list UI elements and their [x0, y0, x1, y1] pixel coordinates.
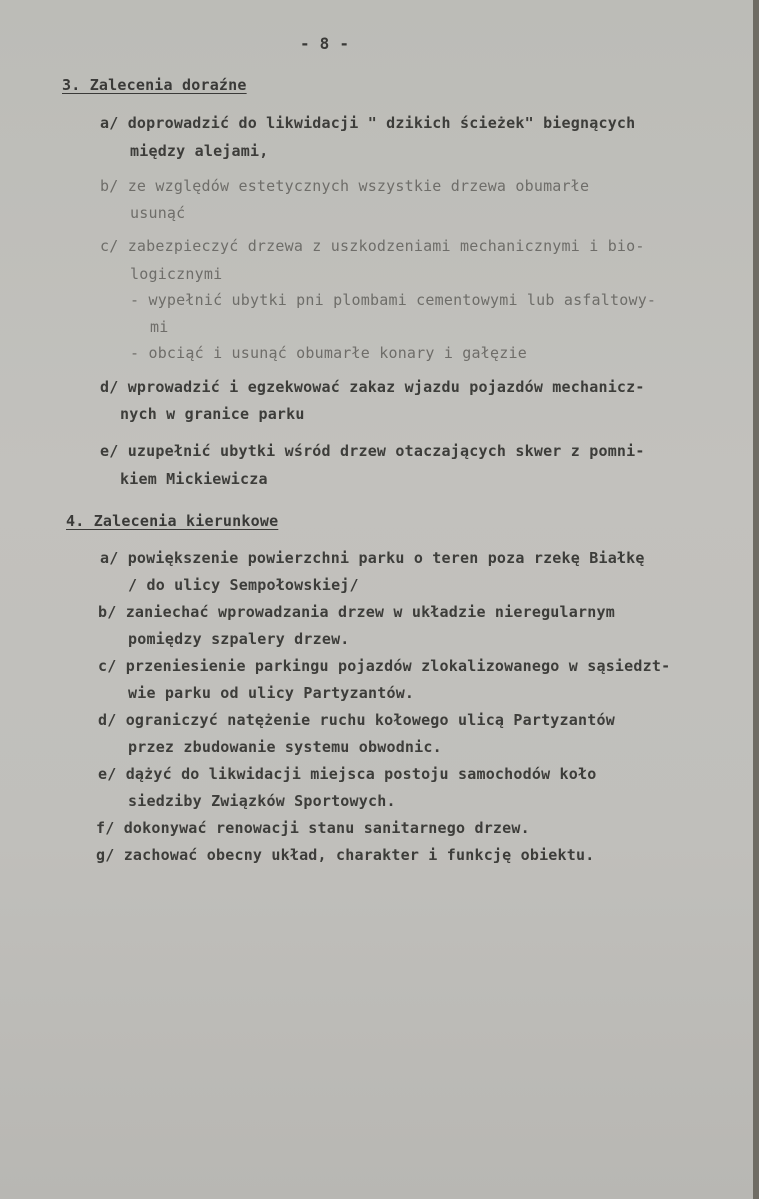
item-line: f/ dokonywać renowacji stanu sanitarnego drzew.	[96, 819, 530, 837]
item-line: a/ doprowadzić do likwidacji " dzikich ścieżek" biegnących	[100, 114, 636, 132]
item-line: c/ przeniesienie parkingu pojazdów zlokalizowanego w sąsiedzt-	[98, 657, 671, 675]
item-line: kiem Mickiewicza	[120, 470, 268, 488]
item-line: d/ ograniczyć natężenie ruchu kołowego ulicą Partyzantów	[98, 711, 615, 729]
item-line: e/ dążyć do likwidacji miejsca postoju samochodów koło	[98, 765, 597, 783]
section-heading: 4. Zalecenia kierunkowe	[66, 512, 279, 530]
page-number: - 8 -	[300, 34, 350, 53]
item-line: a/ powiększenie powierzchni parku o teren poza rzekę Białkę	[100, 549, 645, 567]
item-line: mi	[150, 318, 169, 336]
item-line: pomiędzy szpalery drzew.	[128, 630, 350, 648]
section-heading: 3. Zalecenia doraźne	[62, 76, 247, 94]
item-line: usunąć	[130, 204, 186, 222]
item-line: e/ uzupełnić ubytki wśród drzew otaczających skwer z pomni-	[100, 442, 645, 460]
item-line: wie parku od ulicy Partyzantów.	[128, 684, 415, 702]
item-line: / do ulicy Sempołowskiej/	[128, 576, 359, 594]
item-line: siedziby Związków Sportowych.	[128, 792, 396, 810]
item-line: - obciąć i usunąć obumarłe konary i gałęzie	[130, 344, 527, 362]
item-line: - wypełnić ubytki pni plombami cementowymi lub asfaltowy-	[130, 291, 657, 309]
item-line: przez zbudowanie systemu obwodnic.	[128, 738, 442, 756]
item-line: g/ zachować obecny układ, charakter i funkcję obiektu.	[96, 846, 595, 864]
item-line: c/ zabezpieczyć drzewa z uszkodzeniami mechanicznymi i bio-	[100, 237, 645, 255]
item-line: b/ zaniechać wprowadzania drzew w układzie nieregularnym	[98, 603, 615, 621]
item-line: nych w granice parku	[120, 405, 305, 423]
item-line: d/ wprowadzić i egzekwować zakaz wjazdu pojazdów mechanicz-	[100, 378, 645, 396]
page-edge-shadow	[753, 0, 759, 1199]
item-line: logicznymi	[130, 265, 223, 283]
item-line: między alejami,	[130, 142, 269, 160]
item-line: b/ ze względów estetycznych wszystkie drzewa obumarłe	[100, 177, 590, 195]
